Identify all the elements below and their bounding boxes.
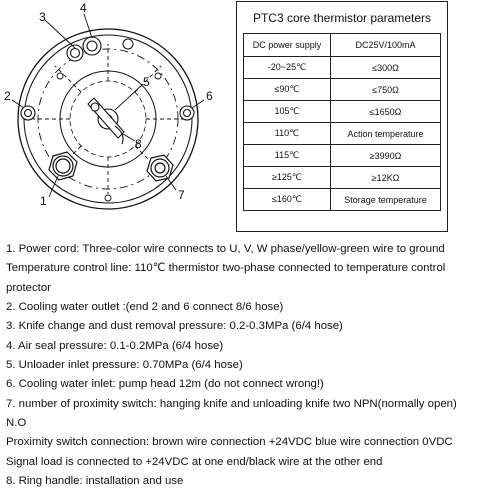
note-line: 6. Cooling water inlet: pump head 12m (do not connect wrong!): [6, 378, 324, 391]
temperature-cell: ≤160℃: [244, 189, 331, 211]
callout-1: 1: [40, 194, 47, 208]
table-row: [244, 145, 441, 167]
air-seal-fitting: [83, 37, 101, 55]
note-line: 1. Power cord: Three-color wire connects to U, V, W phase/yellow-green wire to ground: [6, 243, 445, 255]
callout-5: 5: [143, 75, 150, 89]
callout-6: 6: [206, 89, 213, 103]
note-line: N.O: [6, 417, 27, 430]
temperature-cell: 105℃: [244, 101, 331, 123]
table-row: [244, 79, 441, 101]
proximity-switch-connector: [147, 155, 173, 181]
note-line: 7. number of proximity switch: hanging knife and unloading knife two NPN(normally open): [6, 397, 457, 410]
installation-notes: [6, 240, 481, 491]
note-line: Temperature control line: 110℃ thermistor two-phase connected to temperature control: [6, 262, 446, 275]
callout-4: 4: [80, 1, 87, 15]
callout-3: 3: [39, 10, 46, 24]
callout-8: 8: [135, 137, 142, 151]
ptc3-parameter-table: [236, 1, 448, 232]
note-line: Signal load is connected to +24VDC at one end/black wire at the other end: [6, 455, 383, 468]
temperature-cell: 110℃: [244, 123, 331, 145]
table-row: [244, 57, 441, 79]
spindle-end-view-diagram: [0, 0, 232, 232]
note-line: 8. Ring handle: installation and use: [6, 475, 184, 488]
note-line: 2. Cooling water outlet :(end 2 and 6 connect 8/6 hose): [6, 301, 284, 314]
resistance-cell: Storage temperature: [331, 189, 441, 211]
note-line: 5. Unloader inlet pressure: 0.70MPa (6/4 hose): [6, 359, 243, 372]
top-bolt: [123, 39, 133, 49]
resistance-cell: ≤750Ω: [331, 79, 441, 101]
header-cell: DC25V/100mA: [331, 34, 441, 57]
table-row: [244, 167, 441, 189]
table-header-row: [244, 34, 441, 57]
note-line: Proximity switch connection: brown wire connection +24VDC blue wire connection 0VDC: [6, 436, 453, 449]
callout-7: 7: [178, 188, 185, 202]
table-row: [244, 101, 441, 123]
resistance-cell: ≤300Ω: [331, 57, 441, 79]
table-row: [244, 189, 441, 211]
temperature-cell: ≥125℃: [244, 167, 331, 189]
table-body: [244, 57, 441, 211]
resistance-cell: Action temperature: [331, 123, 441, 145]
temperature-cell: -20~25℃: [244, 57, 331, 79]
note-line: 3. Knife change and dust removal pressure: 0.2-0.3MPa (6/4 hose): [6, 320, 343, 333]
temperature-cell: 115℃: [244, 145, 331, 167]
cooling-water-outlet-fitting: [21, 106, 35, 120]
resistance-cell: ≤1650Ω: [331, 101, 441, 123]
bolt-holes: [57, 73, 161, 201]
parameter-grid: [243, 33, 441, 211]
resistance-cell: ≥3990Ω: [331, 145, 441, 167]
cooling-water-inlet-fitting: [180, 106, 194, 120]
temperature-cell: ≤90℃: [244, 79, 331, 101]
table-row: [244, 123, 441, 145]
note-line: 4. Air seal pressure: 0.1-0.2MPa (6/4 hose): [6, 339, 224, 352]
power-cord-connector: [49, 152, 77, 180]
resistance-cell: ≥12KΩ: [331, 167, 441, 189]
callout-2: 2: [4, 89, 11, 103]
table-title: PTC3 core thermistor parameters: [252, 11, 432, 25]
header-cell: DC power supply: [244, 34, 331, 57]
note-line: protector: [6, 281, 51, 294]
center-clamp: [88, 98, 124, 138]
